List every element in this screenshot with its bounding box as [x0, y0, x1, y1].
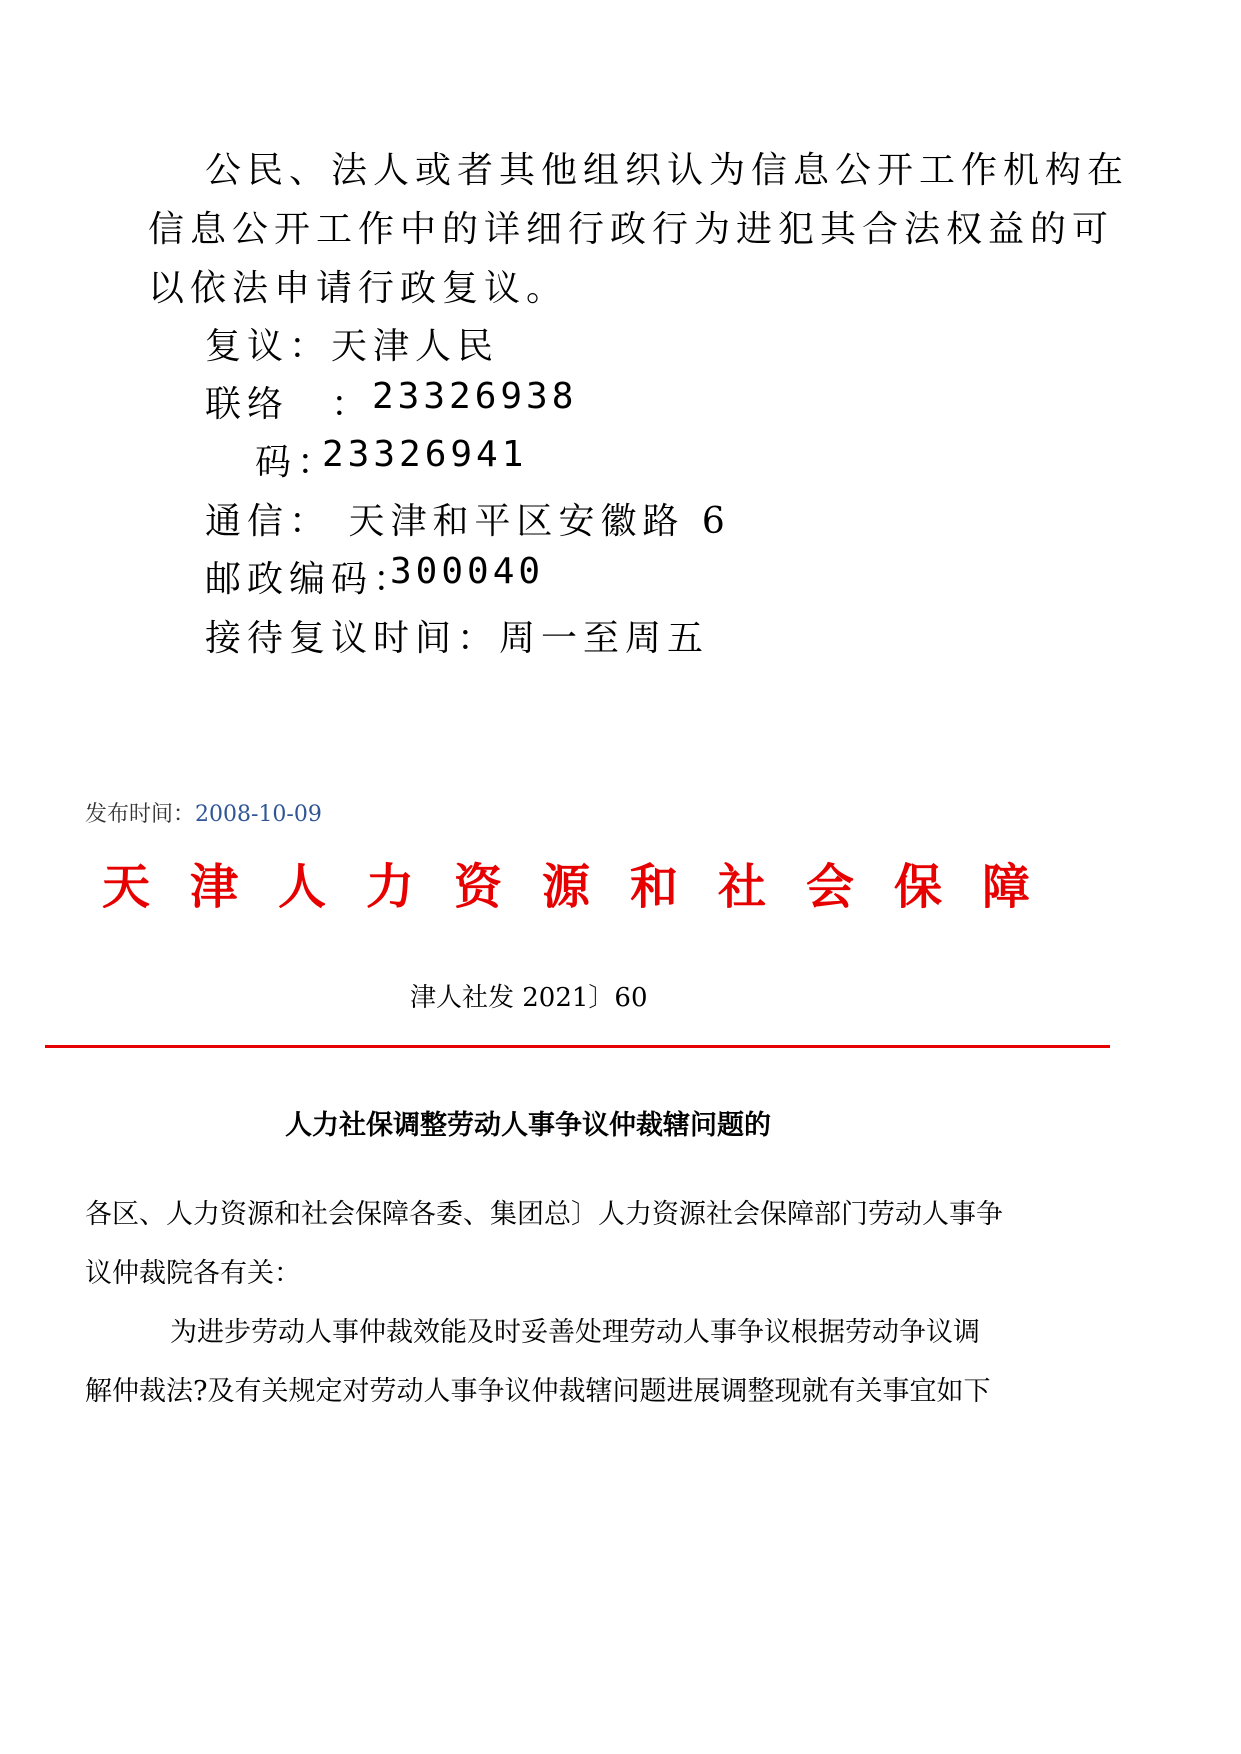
youzheng-number: 300040 [390, 551, 545, 592]
banner-char: 津 [190, 859, 239, 915]
recipients-line-2: 议仲裁院各有关： [85, 1258, 301, 1289]
banner-char: 人 [278, 859, 327, 915]
youzheng-label: 邮政编码： [205, 559, 416, 600]
fuyi-line: 复议：天津人民 [205, 326, 500, 367]
banner-char: 保 [894, 859, 943, 915]
red-banner-title [102, 848, 1070, 917]
paragraph-line-1: 公民、法人或者其他组织认为信息公开工作机构在 [205, 150, 1130, 191]
banner-char: 源 [542, 859, 591, 915]
banner-char: 社 [718, 859, 767, 915]
banner-char: 天 [102, 859, 151, 915]
jiedai-line: 接待复议时间：周一至周五 [205, 618, 710, 659]
banner-char: 资 [454, 859, 503, 915]
banner-char: 会 [806, 859, 855, 915]
ma-number: 23326941 [322, 434, 528, 475]
publish-label: 发布时间： [85, 802, 196, 827]
document-title: 人力社保调整劳动人事争议仲裁辖问题的 [285, 1110, 771, 1141]
paragraph-line-2: 信息公开工作中的详细行政行为进犯其合法权益的可 [148, 209, 1115, 250]
banner-char: 力 [366, 859, 415, 915]
recipients-line-1: 各区、人力资源和社会保障各委、集团总〕人力资源社会保障部门劳动人事争 [85, 1199, 1003, 1230]
lianluo-number: 23326938 [372, 376, 578, 417]
body-paragraph-line-1: 为进步劳动人事仲裁效能及时妥善处理劳动人事争议根据劳动争议调 [170, 1317, 980, 1348]
banner-char: 和 [630, 859, 679, 915]
paragraph-line-3: 以依法申请行政复议。 [148, 268, 569, 309]
banner-char: 障 [982, 859, 1031, 915]
publish-date: 2008-10-09 [195, 802, 322, 827]
body-paragraph-line-2: 解仲裁法?及有关规定对劳动人事争议仲裁辖问题进展调整现就有关事宜如下 [85, 1376, 991, 1407]
publish-meta [85, 797, 322, 828]
lianluo-label: 联络 ： [205, 384, 374, 425]
document-number: 津人社发 2021〕60 [410, 983, 648, 1013]
tongxin-line: 通信： 天津和平区安徽路 6 [205, 501, 731, 542]
ma-label: 码： [255, 442, 340, 483]
red-divider [45, 1045, 1110, 1048]
